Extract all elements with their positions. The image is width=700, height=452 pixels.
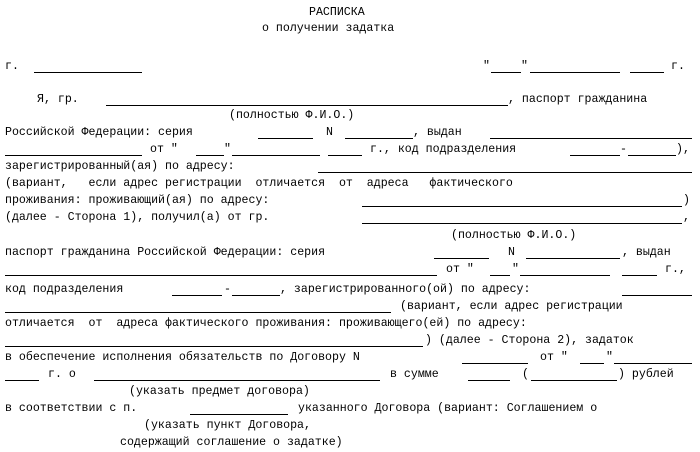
line-1-end: , паспорт гражданина <box>508 93 648 106</box>
line-11: (вариант, если адрес регистрации <box>400 300 623 313</box>
line-3-dash: - <box>620 143 627 156</box>
line-12: отличается от адреса фактического проживания: проживающего(ей) по адресу: <box>5 317 527 330</box>
passport1-issuer-blank <box>490 138 692 139</box>
line-6: проживания: проживающий(ая) по адресу: <box>5 194 270 207</box>
line-4: зарегистрированный(ая) по адресу: <box>5 160 235 173</box>
date-day-blank <box>491 72 521 73</box>
date-quote-close: " <box>521 60 528 73</box>
party1-actual-address-blank <box>362 206 682 207</box>
amount-words-blank <box>531 380 617 381</box>
line-14-a: в обеспечение исполнения обязательств по Договору N <box>5 351 360 364</box>
line-10-a: код подразделения <box>5 283 124 296</box>
clause-hint-2: содержащий соглашение о задатке) <box>120 436 343 449</box>
line-14-c: " <box>606 351 613 364</box>
contract-month-blank <box>614 363 692 364</box>
document-subtitle: о получении задатка <box>262 22 395 35</box>
line-13: ) (далее - Сторона 2), задаток <box>425 334 634 347</box>
passport2-issuer-blank <box>5 275 437 276</box>
division-code1-a-blank <box>570 155 620 156</box>
contract-subject-blank <box>94 380 380 381</box>
line-7-end: , <box>683 211 690 224</box>
passport2-year-blank <box>622 275 657 276</box>
party1-fio-blank <box>106 105 508 106</box>
line-3-a: от " <box>150 143 178 156</box>
division-code2-b-blank <box>232 295 280 296</box>
line-8-end: , выдан <box>622 246 671 259</box>
line-8-a: паспорт гражданина Российской Федерации: серия <box>5 246 326 259</box>
passport2-series-blank <box>434 258 489 259</box>
line-2-a: Российской Федерации: серия <box>5 126 193 139</box>
line-3-c: г., код подразделения <box>370 143 517 156</box>
passport1-day-blank <box>196 155 224 156</box>
line-9-a: от " <box>446 263 474 276</box>
line-5: (вариант, если адрес регистрации отличается от адреса фактического <box>5 177 513 190</box>
division-code1-b-blank <box>628 155 676 156</box>
line-3-b: " <box>224 143 231 156</box>
line-2-b: , выдан <box>413 126 462 139</box>
city-blank <box>34 72 142 73</box>
line-7: (далее - Сторона 1), получил(а) от гр. <box>5 211 270 224</box>
line-10-b: , зарегистрированного(ой) по адресу: <box>280 283 531 296</box>
line-2-n: N <box>326 126 333 139</box>
line-17-a: в соответствии с п. <box>5 402 138 415</box>
amount-digits-blank <box>468 380 510 381</box>
line-17-b: указанного Договора (вариант: Соглашением о <box>298 402 598 415</box>
passport2-month-blank <box>520 275 610 276</box>
contract-clause-blank <box>190 414 288 415</box>
contract-day-blank <box>580 363 604 364</box>
line-15-d: ) рублей <box>618 368 674 381</box>
line-8-n: N <box>508 246 515 259</box>
passport1-issuer-blank-2 <box>5 155 142 156</box>
party2-reg-address-blank-2 <box>5 312 391 313</box>
passport1-series-blank <box>258 138 313 139</box>
passport1-number-blank <box>345 138 413 139</box>
line-6-end: ) <box>683 194 690 207</box>
contract-year-blank <box>5 380 39 381</box>
line-3-end: ), <box>676 143 690 156</box>
passport1-year-blank <box>328 155 362 156</box>
date-year-suffix: г. <box>671 60 685 73</box>
passport2-day-blank <box>490 275 510 276</box>
party2-reg-address-blank <box>622 295 692 296</box>
date-quote-open: " <box>483 60 490 73</box>
document-title: РАСПИСКА <box>309 6 365 19</box>
contract-number-blank <box>462 363 528 364</box>
line-15-c: ( <box>522 368 529 381</box>
clause-hint-1: (указать пункт Договора, <box>144 419 311 432</box>
line-10-dash: - <box>224 283 231 296</box>
fio-hint-1: (полностью Ф.И.О.) <box>229 109 355 122</box>
line-14-b: от " <box>540 351 568 364</box>
party1-reg-address-blank <box>318 172 692 173</box>
passport2-number-blank <box>526 258 620 259</box>
line-9-end: г., <box>665 263 686 276</box>
line-1-start: Я, гр. <box>37 93 79 106</box>
party2-actual-address-blank <box>5 346 423 347</box>
line-9-b: " <box>512 263 519 276</box>
city-prefix: г. <box>5 60 19 73</box>
line-15-b: в сумме <box>390 368 439 381</box>
date-month-blank <box>530 72 620 73</box>
subject-hint: (указать предмет договора) <box>129 385 310 398</box>
line-15-a: г. о <box>48 368 76 381</box>
date-year-blank <box>630 72 664 73</box>
division-code2-a-blank <box>172 295 222 296</box>
fio-hint-2: (полностью Ф.И.О.) <box>451 229 577 242</box>
passport1-month-blank <box>232 155 320 156</box>
party2-fio-blank <box>362 223 682 224</box>
